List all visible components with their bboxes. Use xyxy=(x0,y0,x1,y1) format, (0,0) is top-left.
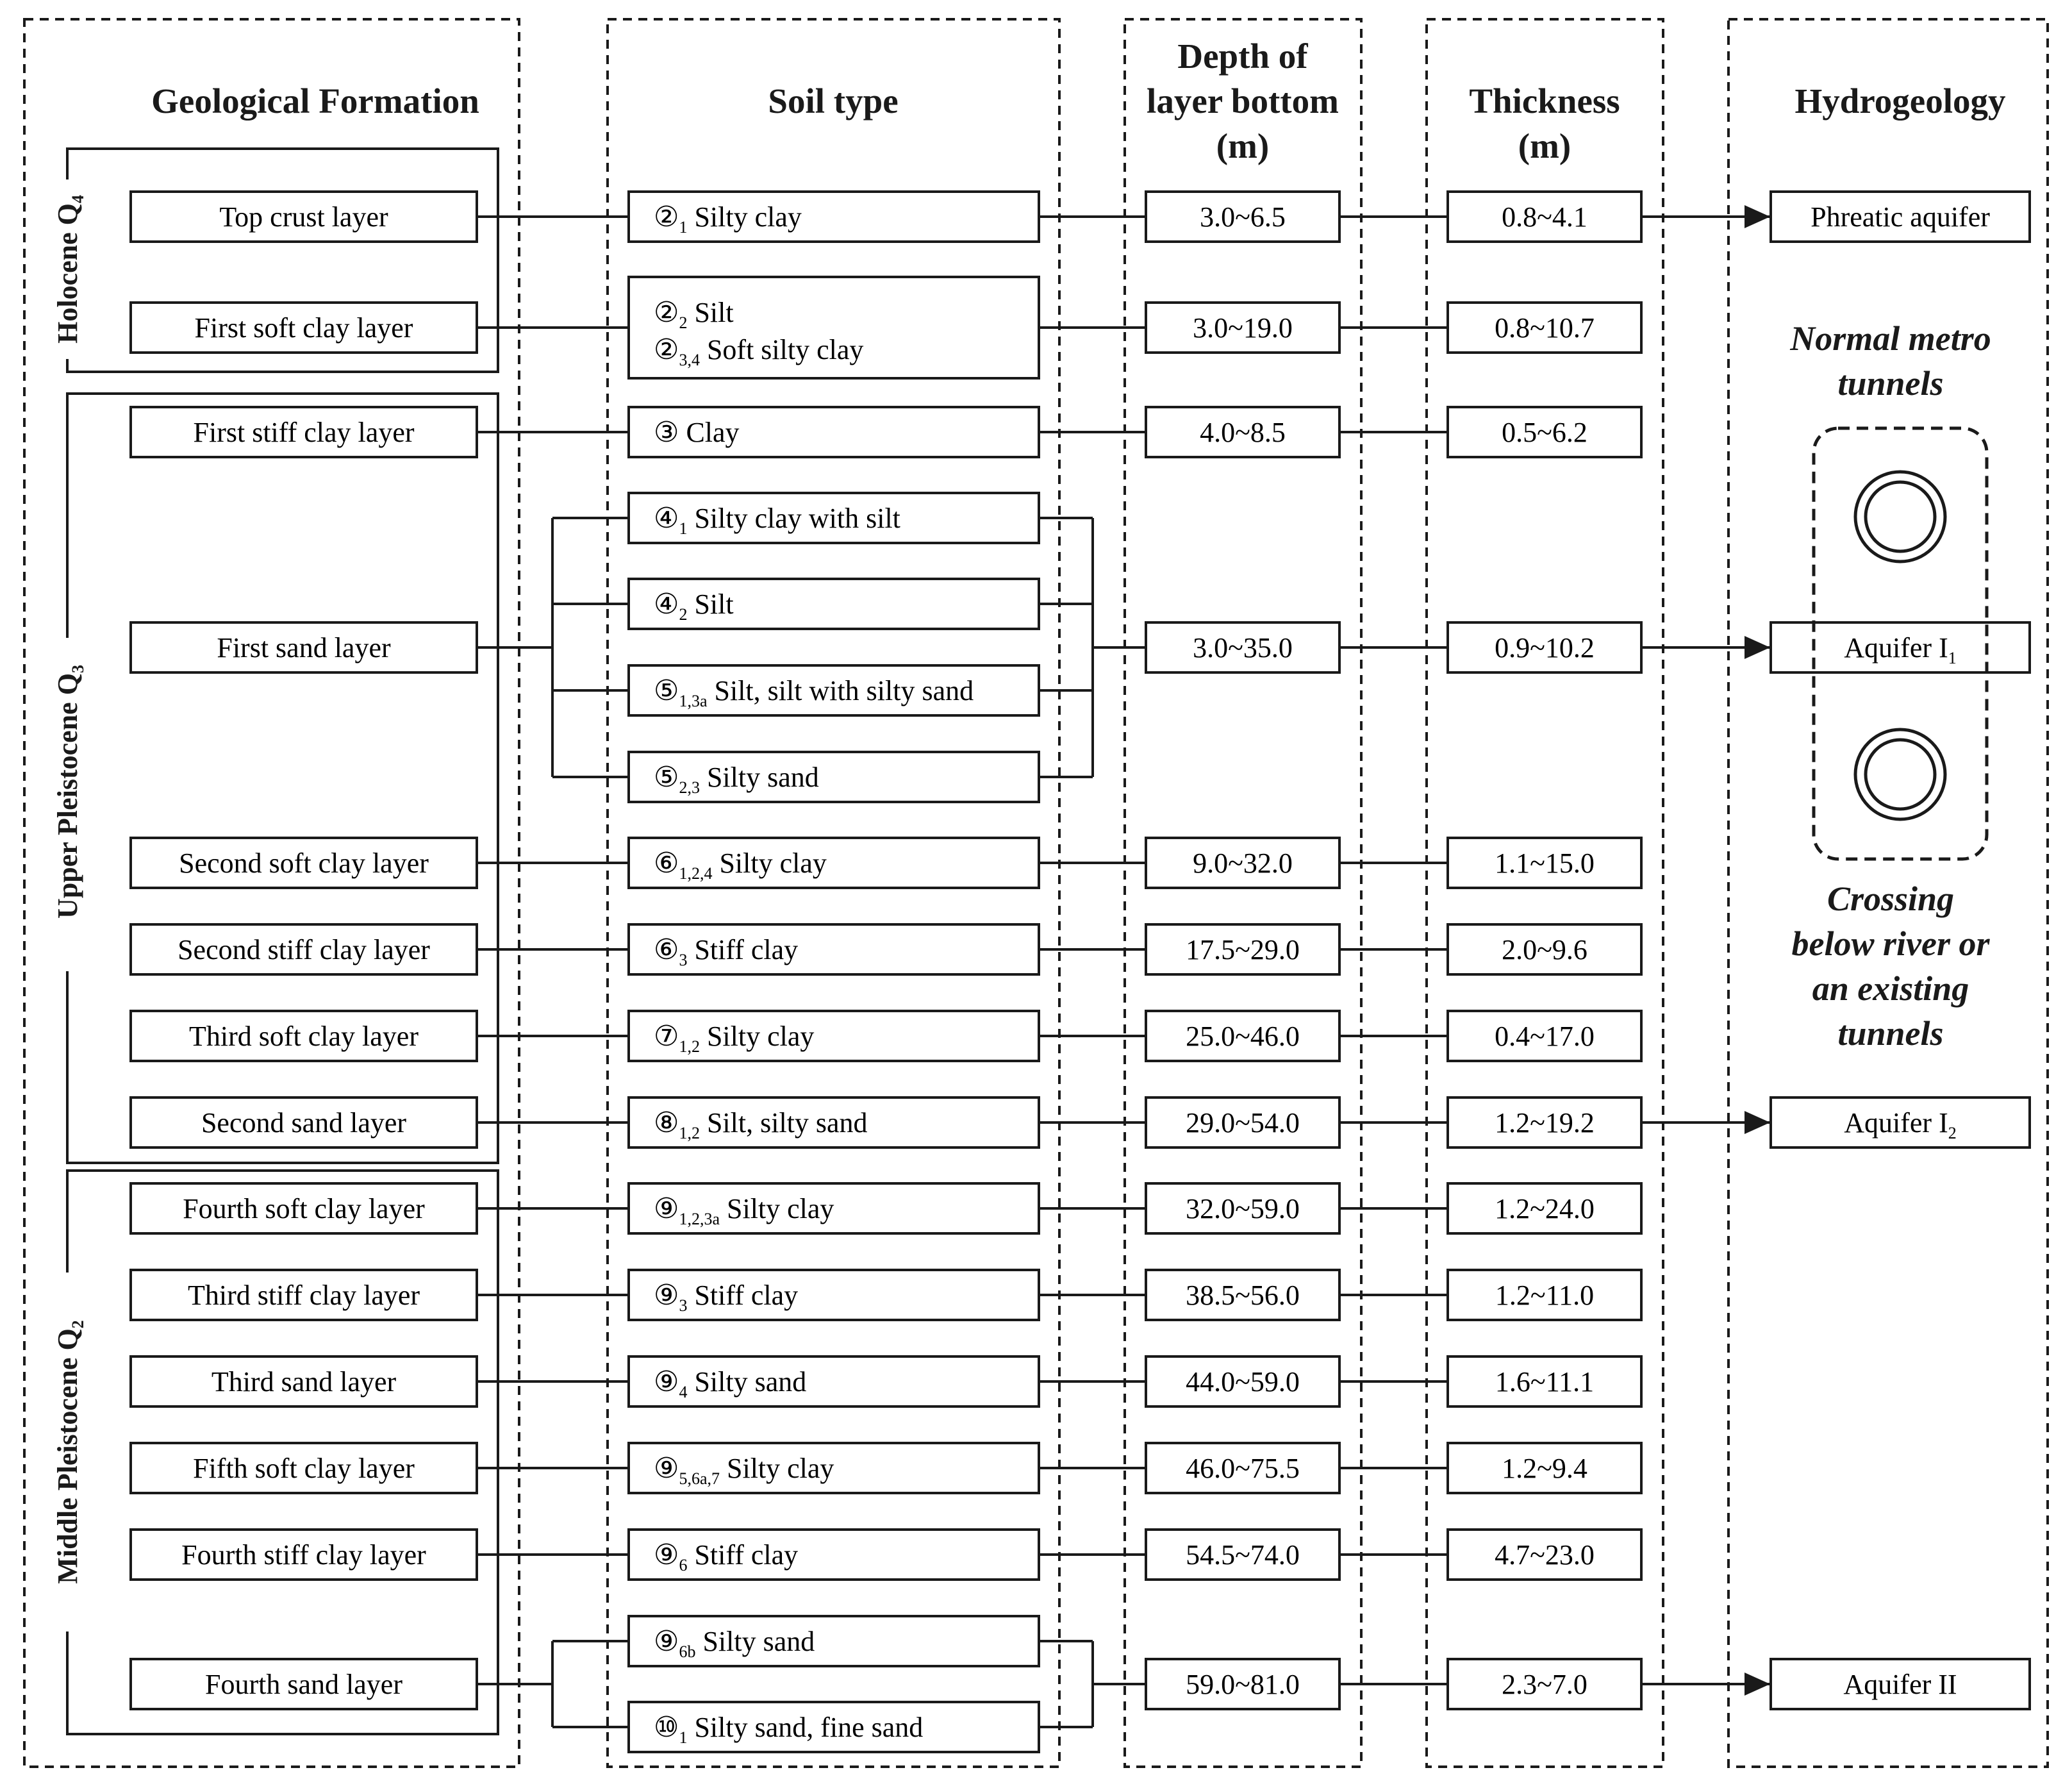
thickness-box xyxy=(1448,407,1641,457)
svg-text:⑨6b Silty sand: $⑨_{6b}$ Silty sand xyxy=(654,1626,815,1661)
formation-box xyxy=(131,1011,477,1061)
thickness-box xyxy=(1448,838,1641,888)
svg-text:⑨1,2,3a Silty clay: $⑨_{1,2,3a}$ Silty clay xyxy=(654,1193,834,1228)
depth-boxes xyxy=(1146,192,1339,1709)
thickness-column-panel xyxy=(1427,19,1663,1767)
soil-box xyxy=(629,665,1039,715)
depth-box xyxy=(1146,1011,1339,1061)
svg-text:⑩1 Silty sand, fine sand: $⑩_1$ Silty sand, fine sand xyxy=(654,1712,924,1747)
formation-box xyxy=(131,1183,477,1233)
svg-text:⑦1,2 Silty clay: $⑦_{1,2}$ Silty clay xyxy=(654,1021,815,1056)
svg-text:32.0~59.0: 32.0~59.0 xyxy=(1186,1193,1300,1224)
depth-box xyxy=(1146,192,1339,242)
depth-box xyxy=(1146,1356,1339,1406)
svg-text:②3,4 Soft silty clay: $②_{3,4}$ Soft silty clay xyxy=(654,334,864,369)
svg-text:2.0~9.6: 2.0~9.6 xyxy=(1502,934,1587,965)
depth-box xyxy=(1146,303,1339,353)
svg-text:②2 Silt: $②_2$ Silt xyxy=(654,297,734,332)
thickness-header-line-1: Thickness xyxy=(1469,81,1620,121)
formation-box xyxy=(131,1659,477,1709)
depth-box xyxy=(1146,1270,1339,1320)
era-labels xyxy=(52,195,87,1584)
svg-text:54.5~74.0: 54.5~74.0 xyxy=(1186,1539,1300,1571)
svg-text:0.4~17.0: 0.4~17.0 xyxy=(1495,1021,1595,1052)
thickness-box xyxy=(1448,1270,1641,1320)
soil-box xyxy=(629,192,1039,242)
svg-text:4.0~8.5: 4.0~8.5 xyxy=(1200,417,1286,448)
svg-text:④2 Silt: $④_2$ Silt xyxy=(654,588,734,624)
soil-box xyxy=(629,1616,1039,1666)
svg-text:1.1~15.0: 1.1~15.0 xyxy=(1495,847,1595,879)
aquifer-arrows xyxy=(1641,217,1770,1684)
normal-tunnels-note-line-1: Normal metro xyxy=(1790,319,1991,358)
soil-box xyxy=(629,752,1039,802)
svg-text:9.0~32.0: 9.0~32.0 xyxy=(1193,847,1293,879)
soil-box xyxy=(629,277,1039,378)
svg-text:First soft clay layer: First soft clay layer xyxy=(194,312,413,344)
svg-text:Aquifer I1: Aquifer $I_1$ xyxy=(1844,632,1957,667)
soil-box xyxy=(629,1443,1039,1493)
svg-text:2.3~7.0: 2.3~7.0 xyxy=(1502,1669,1587,1700)
formation-box xyxy=(131,838,477,888)
soil-box xyxy=(629,1702,1039,1752)
svg-text:⑧1,2 Silt, silty sand: $⑧_{1,2}$ Silt, silty sand xyxy=(654,1107,868,1142)
svg-text:0.9~10.2: 0.9~10.2 xyxy=(1495,632,1595,663)
depth-box xyxy=(1146,1530,1339,1580)
depth-header-line-2: layer bottom xyxy=(1147,81,1339,121)
svg-text:1.2~19.2: 1.2~19.2 xyxy=(1495,1107,1595,1139)
svg-text:Aquifer II: Aquifer II xyxy=(1843,1669,1957,1700)
soil-box xyxy=(629,838,1039,888)
formation-box xyxy=(131,622,477,672)
formation-box xyxy=(131,1270,477,1320)
crossing-note-line-4: tunnels xyxy=(1837,1014,1944,1053)
depth-box xyxy=(1146,1443,1339,1493)
depth-header-line-3: (m) xyxy=(1216,126,1270,165)
soil-header: Soil type xyxy=(768,81,899,121)
lower-tunnel-icon xyxy=(1855,730,1945,819)
svg-text:29.0~54.0: 29.0~54.0 xyxy=(1186,1107,1300,1139)
soil-box xyxy=(629,1270,1039,1320)
soil-box xyxy=(629,924,1039,974)
formation-header: Geological Formation xyxy=(151,81,479,121)
svg-text:Fifth soft clay layer: Fifth soft clay layer xyxy=(193,1453,415,1484)
svg-text:Third stiff clay layer: Third stiff clay layer xyxy=(187,1280,420,1311)
soil-box xyxy=(629,493,1039,543)
svg-text:④1 Silty clay with silt: $④_1$ Silty clay with silt xyxy=(654,503,900,538)
svg-text:46.0~75.5: 46.0~75.5 xyxy=(1186,1453,1300,1484)
formation-box xyxy=(131,1097,477,1148)
formation-column-panel xyxy=(24,19,519,1767)
depth-box xyxy=(1146,1659,1339,1709)
svg-text:17.5~29.0: 17.5~29.0 xyxy=(1186,934,1300,965)
soil-box xyxy=(629,1530,1039,1580)
depth-header-line-1: Depth of xyxy=(1177,37,1308,76)
middle-pleistocene-label: Middle Pleistocene $Q_2$ xyxy=(52,1320,87,1584)
svg-text:59.0~81.0: 59.0~81.0 xyxy=(1186,1669,1300,1700)
hydrogeology-header: Hydrogeology xyxy=(1794,81,2006,121)
svg-text:25.0~46.0: 25.0~46.0 xyxy=(1186,1021,1300,1052)
svg-text:Fourth sand layer: Fourth sand layer xyxy=(205,1669,402,1700)
soil-box xyxy=(629,1356,1039,1406)
svg-text:Second sand layer: Second sand layer xyxy=(201,1107,407,1139)
upper-pleistocene-label: Upper Pleistocene $Q_3$ xyxy=(52,665,87,919)
thickness-box xyxy=(1448,924,1641,974)
svg-text:3.0~35.0: 3.0~35.0 xyxy=(1193,632,1293,663)
formation-box xyxy=(131,1530,477,1580)
holocene-label: Holocene $Q_4$ xyxy=(52,195,87,344)
formation-box xyxy=(131,407,477,457)
formation-box xyxy=(131,924,477,974)
svg-text:⑨6 Stiff clay: $⑨_6$ Stiff clay xyxy=(654,1539,799,1574)
svg-text:3.0~6.5: 3.0~6.5 xyxy=(1200,201,1286,233)
soil-box xyxy=(629,1011,1039,1061)
thickness-box xyxy=(1448,1183,1641,1233)
formation-box xyxy=(131,1356,477,1406)
normal-tunnels-note-line-2: tunnels xyxy=(1837,364,1944,403)
svg-text:Second stiff clay layer: Second stiff clay layer xyxy=(178,934,430,965)
thickness-box xyxy=(1448,622,1641,672)
aquifer-box xyxy=(1771,192,2030,242)
depth-box xyxy=(1146,838,1339,888)
thickness-boxes xyxy=(1448,192,1641,1709)
soil-box xyxy=(629,1183,1039,1233)
thickness-box xyxy=(1448,1011,1641,1061)
svg-text:First stiff clay layer: First stiff clay layer xyxy=(193,417,415,448)
svg-text:Third sand layer: Third sand layer xyxy=(211,1366,397,1398)
svg-text:Fourth soft clay layer: Fourth soft clay layer xyxy=(183,1193,425,1224)
aquifer-box xyxy=(1771,1659,2030,1709)
svg-text:4.7~23.0: 4.7~23.0 xyxy=(1495,1539,1595,1571)
thickness-box xyxy=(1448,1097,1641,1148)
svg-text:Second soft clay layer: Second soft clay layer xyxy=(179,847,429,879)
soil-box xyxy=(629,407,1039,457)
depth-box xyxy=(1146,407,1339,457)
svg-text:0.8~10.7: 0.8~10.7 xyxy=(1495,312,1595,344)
svg-text:⑨3 Stiff clay: $⑨_3$ Stiff clay xyxy=(654,1280,799,1315)
svg-text:1.2~11.0: 1.2~11.0 xyxy=(1495,1280,1595,1311)
svg-text:Phreatic aquifer: Phreatic aquifer xyxy=(1811,201,1990,233)
thickness-box xyxy=(1448,192,1641,242)
svg-text:1.2~24.0: 1.2~24.0 xyxy=(1495,1193,1595,1224)
svg-text:1.6~11.1: 1.6~11.1 xyxy=(1495,1366,1595,1398)
svg-text:⑨5,6a,7 Silty clay: $⑨_{5,6a,7}$ Silty clay xyxy=(654,1453,834,1488)
crossing-note-line-1: Crossing xyxy=(1827,880,1955,918)
svg-text:0.8~4.1: 0.8~4.1 xyxy=(1502,201,1587,233)
thickness-header-line-2: (m) xyxy=(1518,126,1571,165)
svg-text:Top crust layer: Top crust layer xyxy=(219,201,388,233)
upper-tunnel-icon xyxy=(1855,472,1945,562)
svg-text:⑤2,3 Silty sand: $⑤_{2,3}$ Silty sand xyxy=(654,762,819,797)
soil-box xyxy=(629,579,1039,629)
formation-boxes xyxy=(131,192,477,1709)
thickness-box xyxy=(1448,1530,1641,1580)
formation-box xyxy=(131,1443,477,1493)
svg-text:⑥1,2,4 Silty clay: $⑥_{1,2,4}$ Silty clay xyxy=(654,847,827,883)
svg-text:44.0~59.0: 44.0~59.0 xyxy=(1186,1366,1300,1398)
svg-text:③ Clay: ③ Clay xyxy=(654,417,740,448)
thickness-box xyxy=(1448,303,1641,353)
svg-text:②1 Silty clay: $②_1$ Silty clay xyxy=(654,201,802,237)
aquifer-box xyxy=(1771,1097,2030,1148)
svg-text:Aquifer I2: Aquifer $I_2$ xyxy=(1844,1107,1957,1142)
soil-boxes xyxy=(629,192,1039,1752)
depth-box xyxy=(1146,622,1339,672)
svg-text:⑤1,3a Silt, silt with silty sa: $⑤_{1,3a}$ Silt, silt with silty sand xyxy=(654,675,974,710)
depth-box xyxy=(1146,1183,1339,1233)
crossing-note-line-2: below river or xyxy=(1791,924,1990,963)
svg-text:1.2~9.4: 1.2~9.4 xyxy=(1502,1453,1587,1484)
svg-text:3.0~19.0: 3.0~19.0 xyxy=(1193,312,1293,344)
aquifer-box xyxy=(1771,622,2030,672)
thickness-box xyxy=(1448,1659,1641,1709)
depth-box xyxy=(1146,1097,1339,1148)
svg-text:⑨4 Silty sand: $⑨_4$ Silty sand xyxy=(654,1366,807,1401)
depth-column-panel xyxy=(1125,19,1361,1767)
svg-text:First sand layer: First sand layer xyxy=(217,632,391,663)
crossing-note-line-3: an existing xyxy=(1812,969,1969,1008)
formation-box xyxy=(131,303,477,353)
svg-text:38.5~56.0: 38.5~56.0 xyxy=(1186,1280,1300,1311)
thickness-box xyxy=(1448,1356,1641,1406)
svg-text:⑥3 Stiff clay: $⑥_3$ Stiff clay xyxy=(654,934,799,969)
soil-box xyxy=(629,1097,1039,1148)
svg-text:Third soft clay layer: Third soft clay layer xyxy=(189,1021,419,1052)
svg-text:0.5~6.2: 0.5~6.2 xyxy=(1502,417,1587,448)
svg-text:Fourth stiff clay layer: Fourth stiff clay layer xyxy=(181,1539,426,1571)
thickness-box xyxy=(1448,1443,1641,1493)
depth-box xyxy=(1146,924,1339,974)
formation-box xyxy=(131,192,477,242)
